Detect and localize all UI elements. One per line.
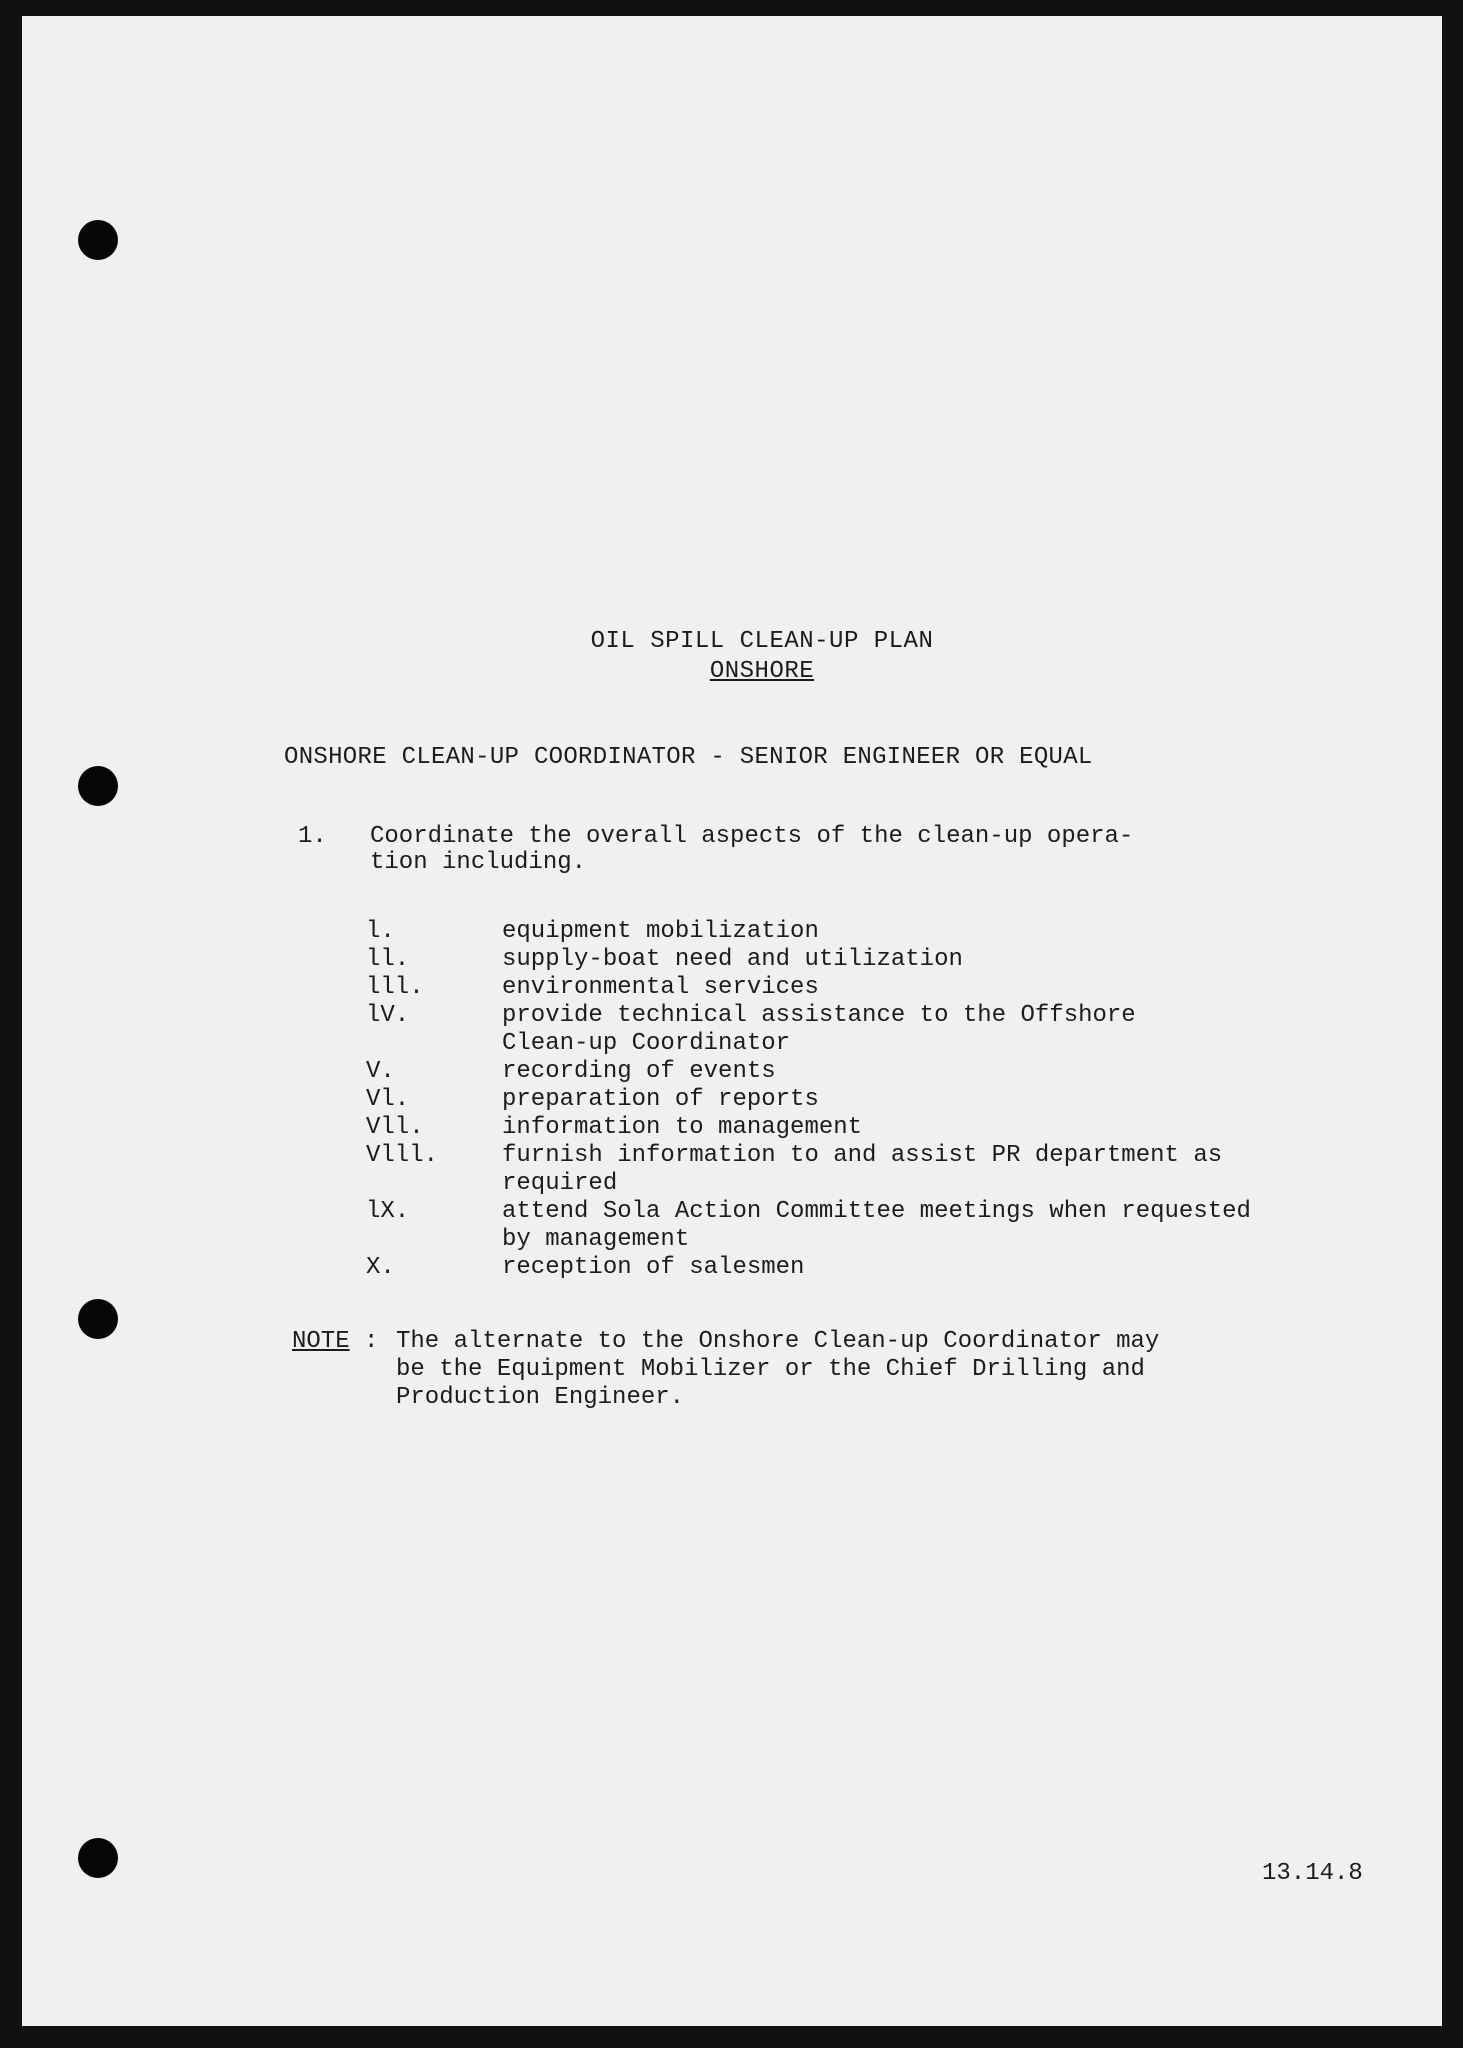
list-item-text: recording of events (502, 1058, 776, 1085)
list-item-text: information to management (502, 1114, 863, 1141)
list-item (366, 946, 1416, 974)
note-text: The alternate to the Onshore Clean-up Coordinator may be the Equipment Mobilizer or the Chief Drilling and Production Engineer. (396, 1328, 1160, 1411)
coordinator-heading: ONSHORE CLEAN-UP COORDINATOR - SENIOR ENGINEER OR EQUAL (284, 744, 1093, 771)
list-item-number: lV. (366, 1002, 410, 1029)
task-subitem-list (366, 918, 1416, 1282)
list-item (366, 1114, 1416, 1142)
document-page (22, 16, 1442, 2026)
note-colon: : (364, 1328, 379, 1355)
list-item-text: attend Sola Action Committee meetings when requested by management (502, 1198, 1251, 1253)
list-item-text: provide technical assistance to the Offshore Clean-up Coordinator (502, 1002, 1136, 1057)
list-item (366, 1002, 1416, 1058)
binder-hole-icon (78, 1838, 118, 1878)
list-item (366, 1198, 1416, 1254)
binder-hole-icon (78, 766, 118, 806)
task-text: Coordinate the overall aspects of the clean-up opera- tion including. (370, 823, 1134, 876)
list-item-number: l. (366, 918, 395, 945)
binder-hole-icon (78, 1299, 118, 1339)
list-item-text: furnish information to and assist PR department as required (502, 1142, 1223, 1197)
list-item (366, 1254, 1416, 1282)
list-item-number: lX. (366, 1198, 410, 1225)
list-item-text: equipment mobilization (502, 918, 819, 945)
list-item-number: ll. (366, 946, 410, 973)
list-item-number: Vll. (366, 1114, 424, 1141)
list-item-number: Vl. (366, 1086, 410, 1113)
binder-hole-icon (78, 220, 118, 260)
list-item-text: supply-boat need and utilization (502, 946, 963, 973)
page-number: 13.14.8 (1262, 1860, 1363, 1887)
document-subtitle: ONSHORE (709, 658, 815, 685)
list-item-text: reception of salesmen (502, 1254, 805, 1281)
list-item (366, 1142, 1416, 1198)
list-item-number: lll. (366, 974, 424, 1001)
note-label: NOTE (292, 1328, 350, 1355)
list-item (366, 918, 1416, 946)
list-item-number: V. (366, 1058, 395, 1085)
task-number: 1. (298, 823, 327, 850)
list-item-number: X. (366, 1254, 395, 1281)
list-item (366, 1086, 1416, 1114)
list-item-number: Vlll. (366, 1142, 439, 1169)
list-item-text: preparation of reports (502, 1086, 819, 1113)
list-item (366, 1058, 1416, 1086)
list-item-text: environmental services (502, 974, 819, 1001)
document-title: OIL SPILL CLEAN-UP PLAN (590, 628, 934, 655)
list-item (366, 974, 1416, 1002)
